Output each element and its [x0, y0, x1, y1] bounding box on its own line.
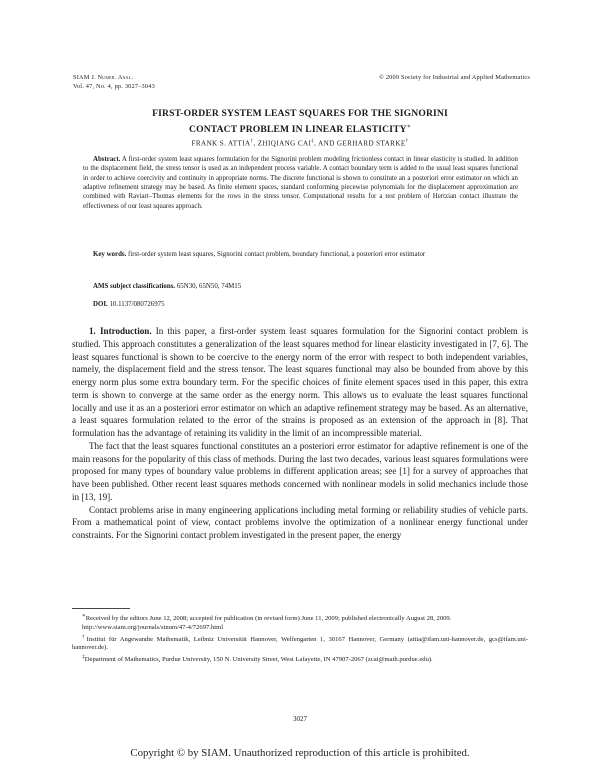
title-line-2: CONTACT PROBLEM IN LINEAR ELASTICITY	[189, 123, 407, 135]
title-footnote-mark: ∗	[406, 123, 411, 130]
author-separator: ,	[253, 139, 258, 148]
intro-paragraph-1	[72, 325, 528, 440]
doi-label: DOI.	[93, 301, 108, 308]
author-1: FRANK S. ATTIA	[191, 139, 251, 148]
author-2: ZHIQIANG CAI	[257, 139, 312, 148]
footnote-1-mark: ∗	[82, 613, 86, 619]
journal-volume: Vol. 47, No. 4, pp. 3027–3043	[73, 83, 155, 90]
title-line-1: FIRST-ORDER SYSTEM LEAST SQUARES FOR THE SIGNORINI	[152, 108, 448, 119]
intro-paragraph-3: Contact problems arise in many engineering applications including metal forming or reliability studies of vehicle parts. From a mathematical point of view, contact problems involve the optimization of a nonlinear energy functional under constraints. For the Signorini contact problem investigated in the present paper, the energy	[72, 504, 528, 540]
footnote-2-mark: †	[82, 633, 87, 640]
footnote-rule	[72, 608, 130, 609]
footnotes	[72, 612, 528, 665]
footnote-2-text: Institut für Angewandte Mathematik, Leibniz Universität Hannover, Welfengarten 1, 30167 Hannover, Germany (attia@ifam.uni-hannover.de, gcs@ifam.uni-hannover.de).	[72, 635, 529, 652]
copyright-notice: Copyright © by SIAM. Unauthorized reproduction of this article is prohibited.	[130, 747, 470, 759]
page-number: 3027	[293, 715, 307, 723]
author-3: GERHARD STARKE	[336, 139, 406, 148]
running-header-journal	[73, 73, 273, 91]
keywords-text: first-order system least squares, Signorini contact problem, boundary functional, a posteriori error estimator	[128, 251, 426, 258]
author-2-mark: ‡	[311, 139, 315, 144]
paper-title	[60, 108, 540, 136]
footnote-1-url[interactable]: http://www.siam.org/journals/sinum/47-4/72697.html	[82, 623, 224, 631]
section-heading: 1. Introduction.	[89, 326, 152, 336]
footnote-3-mark: ‡	[82, 654, 85, 661]
doi	[83, 300, 518, 309]
paragraph-text: In this paper, a first-order system least squares formulation for the Signorini contact problem is studied. This approach constitutes a generalization of the least squares method for linear elasticity investigated in [7, 6]. The least squares functional is shown to be coercive to the energy norm of the error with respect to both independent variables, namely, the displacement field and the stress tensor. The least squares functional may also be bounded from above by this energy norm plus some extra boundary term. For the specific choices of finite element spaces used in this paper, this extra term is shown to converge at the same order as the energy norm. This allows us to evaluate the least squares functional locally and use it as an a posteriori error estimator on which an adaptive refinement strategy may be based. As an alternative, a least squares formulation related to the error of the strains is proposed as an extension of the approach in [8]. That formulation has the advantage of retaining its validity in the limit of an incompressible material.	[72, 326, 528, 438]
footnote-1	[72, 612, 528, 624]
ams-label: AMS subject classifications.	[93, 283, 176, 290]
running-header-copyright: © 2009 Society for Industrial and Applied Mathematics	[379, 74, 530, 81]
author-separator: ,	[314, 139, 319, 148]
footnote-2	[72, 633, 528, 654]
author-list	[60, 139, 540, 147]
doi-text: 10.1137/080726975	[109, 301, 165, 308]
author-1-mark: †	[250, 139, 254, 144]
intro-paragraph-2: The fact that the least squares functional constitutes an a posteriori error estimator for adaptive refinement is one of the main reasons for the popularity of this class of methods. During the last two decades, various least squares formulations were proposed for many types of boundary value problems in different application areas; see [1] for a survey of approaches that have been published. Other recent least squares methods concerned with nonlinear models in solid mechanics include those in [13, 19].	[72, 440, 528, 502]
journal-name: SIAM J. Numer. Anal.	[73, 74, 134, 81]
footnote-3	[72, 653, 528, 665]
author-and: AND	[318, 139, 335, 148]
abstract-label: Abstract.	[93, 156, 121, 163]
ams-classification	[83, 282, 518, 291]
footnote-1-text: Received by the editors June 12, 2008; accepted for publication (in revised form) June 11, 2009; published electronically August 28, 2009.	[85, 615, 452, 623]
main-text	[72, 325, 528, 542]
keywords-label: Key words.	[93, 251, 127, 258]
footnote-3-text: Department of Mathematics, Purdue University, 150 N. University Street, West Lafayette, IN 47907-2067 (zcai@math.purdue.edu).	[84, 656, 433, 664]
abstract-text: A first-order system least squares formulation for the Signorini problem modeling frictionless contact in linear elasticity is studied. In addition to the displacement field, the stress tensor is used as an independent process variable. A contact boundary term is added to the usual least squares functional in order to achieve coercivity and continuity in appropriate norms. The discrete functional is shown to constitute an a posteriori error estimator on which an adaptive refinement strategy may be based. As finite element spaces, standard conforming piecewise polynomials for the displacement approximation are combined with Raviart–Thomas elements for the rows in the stress tensor. Computational results for a test problem of Hertzian contact illustrate the effectiveness of our least squares approach.	[83, 156, 518, 210]
keywords	[83, 250, 518, 259]
author-3-mark: †	[405, 139, 409, 144]
ams-text: 65N30, 65N50, 74M15	[176, 283, 242, 290]
abstract	[83, 155, 518, 211]
